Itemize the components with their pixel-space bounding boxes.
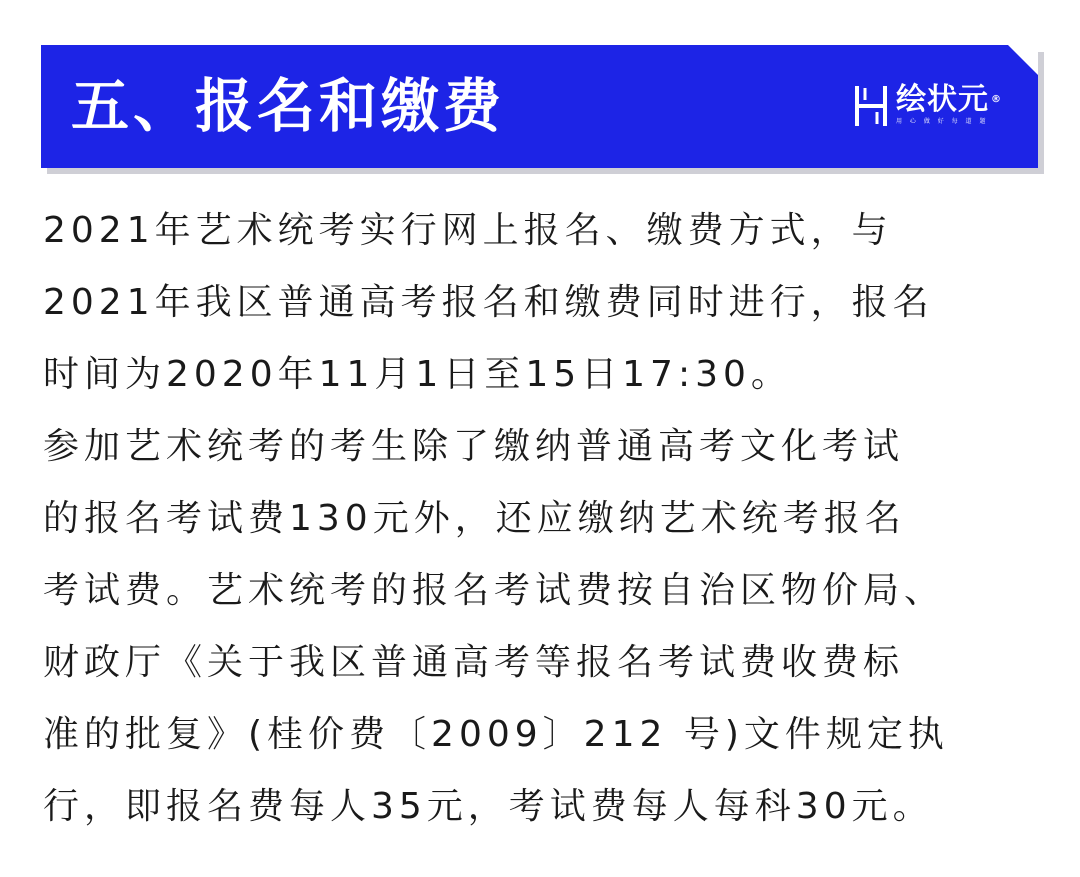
brand-logo bbox=[854, 83, 1002, 133]
brand-name: 绘状元 ® bbox=[896, 82, 1002, 117]
banner-folded-corner bbox=[1008, 45, 1038, 75]
body-line: 考试费。艺术统考的报名考试费按自治区物价局、 bbox=[43, 570, 946, 611]
body-line: 准的批复》(桂价费〔2009〕212 号)文件规定执 bbox=[43, 714, 949, 755]
body-line: 行，即报名费每人35元，考试费每人每科30元。 bbox=[43, 786, 934, 827]
section-header-banner bbox=[41, 45, 1038, 168]
body-line: 2021年我区普通高考报名和缴费同时进行，报名 bbox=[43, 282, 934, 323]
body-line: 的报名考试费130元外，还应缴纳艺术统考报名 bbox=[43, 498, 906, 539]
body-text bbox=[43, 195, 1043, 843]
body-line: 参加艺术统考的考生除了缴纳普通高考文化考试 bbox=[43, 426, 905, 467]
body-line: 2021年艺术统考实行网上报名、缴费方式，与 bbox=[43, 210, 893, 251]
body-line: 财政厅《关于我区普通高考等报名考试费收费标 bbox=[43, 642, 905, 683]
section-title: 五、报名和缴费 bbox=[71, 72, 506, 140]
brand-tagline: 用 心 做 好 每 道 题 bbox=[896, 118, 989, 125]
brand-h-logo-icon bbox=[854, 85, 888, 127]
registered-mark: ® bbox=[991, 94, 1002, 105]
body-line: 时间为2020年11月1日至15日17:30。 bbox=[43, 354, 792, 395]
